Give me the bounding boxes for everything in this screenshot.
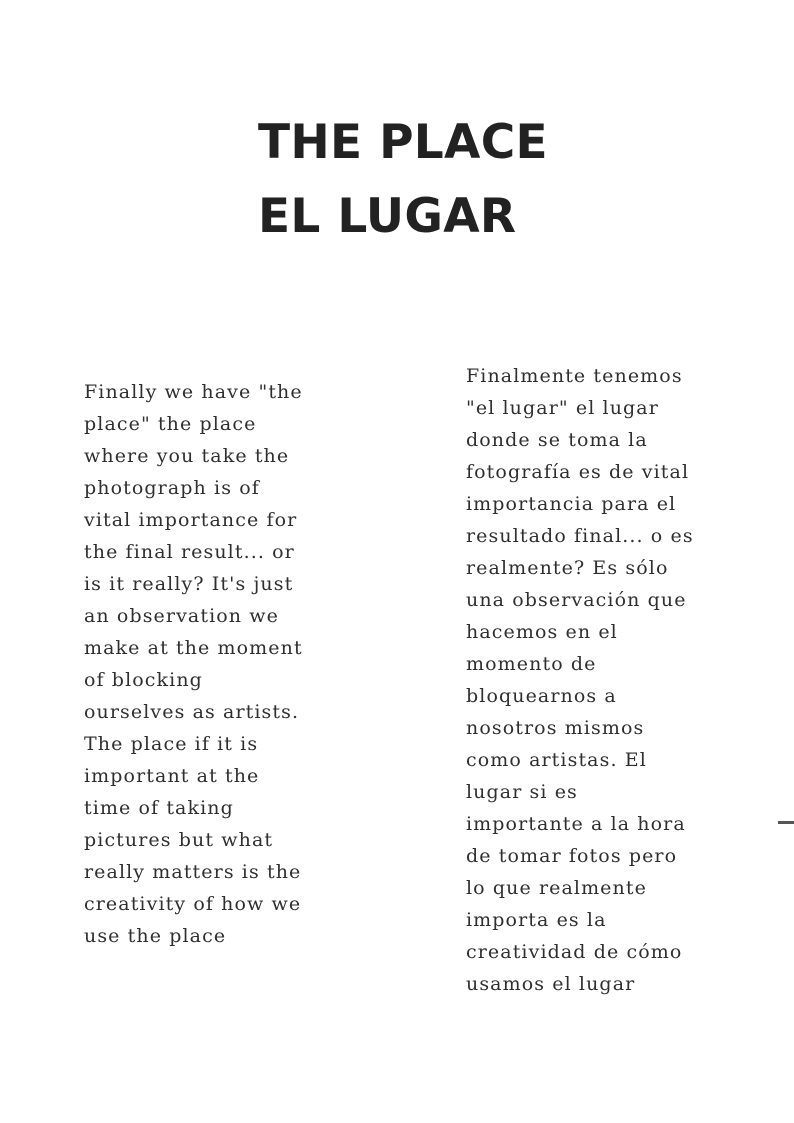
- body-text-english: Finally we have "the place" the place where you take the photograph is of vital importance for the final result... or is it really? It's just an observation we make at the moment of blocking ourselves as artists. The place if it is important at the time of taking pictures but what really matters is the creativity of how we use the place: [84, 381, 303, 947]
- body-text-spanish: Finalmente tenemos "el lugar" el lugar donde se toma la fotografía es de vital importancia para el resultado final... o es realmente? Es sólo una observación que hacemos en el momento de bloquearnos a nosotros mismos como artistas. El lugar si es importante a la hora de tomar fotos pero lo que realmente importa es la creatividad de cómo usamos el lugar: [466, 365, 694, 995]
- page-title: [258, 106, 548, 254]
- title-english: THE PLACE: [258, 115, 548, 170]
- page-edge-marker: [778, 821, 794, 824]
- title-spanish: EL LUGAR: [258, 189, 517, 244]
